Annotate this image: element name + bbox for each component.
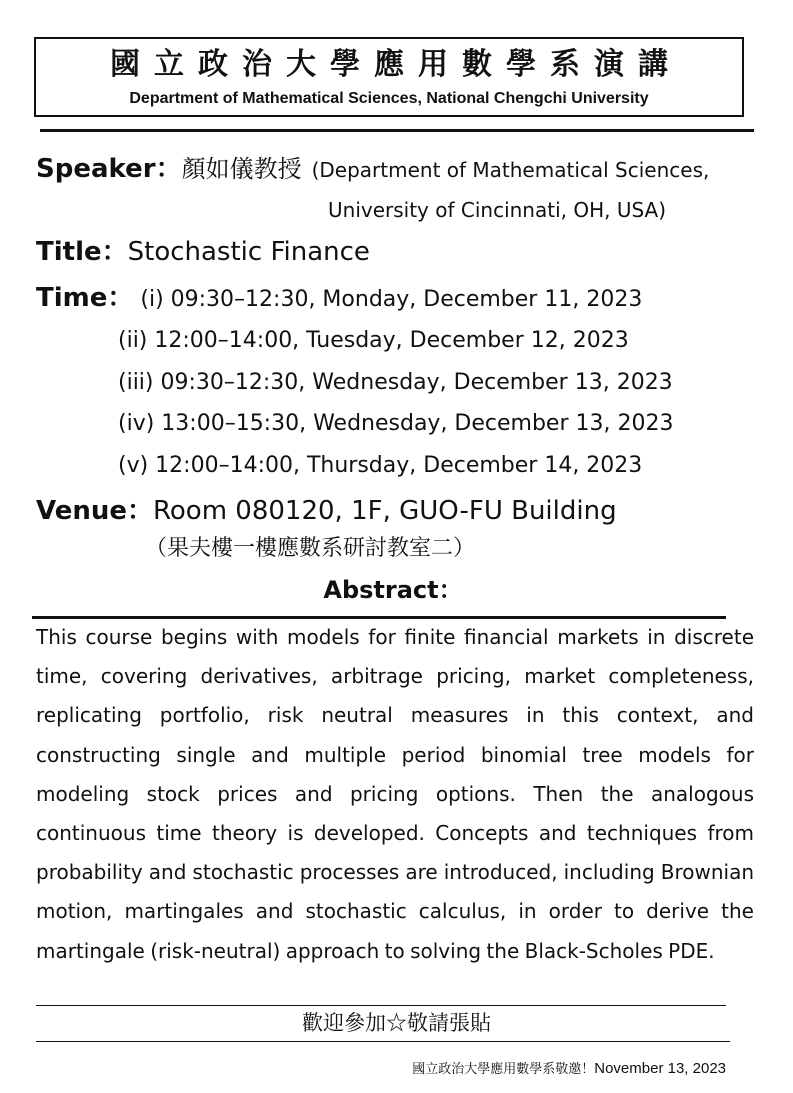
footer-divider-top bbox=[36, 1005, 726, 1006]
header-title-en: Department of Mathematical Sciences, National Chengchi University bbox=[129, 90, 649, 107]
top-divider bbox=[40, 129, 754, 132]
abstract-heading: Abstract： bbox=[323, 576, 463, 604]
speaker-label: Speaker： bbox=[36, 154, 182, 184]
welcome-text: 歡迎參加☆敬請張貼 bbox=[302, 1011, 491, 1035]
footer-invite-zh: 國立政治大學應用數學系敬邀！ bbox=[412, 1062, 595, 1077]
speaker-line bbox=[36, 152, 709, 187]
header-box bbox=[34, 37, 744, 117]
title-line bbox=[36, 235, 370, 269]
footer-divider-bottom bbox=[36, 1041, 730, 1042]
title-label: Title： bbox=[36, 237, 128, 267]
abstract-text: This course begins with models for finite financial markets in discrete time, covering derivatives, arbitrage pricing, market completeness, replicating portfolio, risk neutral measures in this context, and constructing single and multiple period binomial tree models for modeling stock prices and pricing options. Then the analogous continuous time theory is developed. Concepts and techniques from probability and stochastic processes are introduced, including Brownian motion, martingales and stochastic calculus, in order to derive the martingale (risk-neutral) approach to solving the Black-Scholes PDE. bbox=[36, 625, 754, 963]
venue-label: Venue： bbox=[36, 496, 153, 526]
venue-value-zh: （果夫樓一樓應數系研討教室二） bbox=[145, 536, 476, 561]
time-label: Time： bbox=[36, 283, 134, 313]
header-title-zh: 國立政治大學應用數學系演講 bbox=[110, 47, 682, 82]
time-session: (iii) 09:30–12:30, Wednesday, December 13, 2023 bbox=[118, 370, 673, 395]
speaker-affiliation-line1: (Department of Mathematical Sciences, bbox=[311, 158, 710, 182]
time-line bbox=[36, 282, 642, 316]
venue-line bbox=[36, 494, 617, 528]
footer-date: November 13, 2023 bbox=[594, 1060, 726, 1077]
time-session: (ii) 12:00–14:00, Tuesday, December 12, 2023 bbox=[118, 328, 629, 353]
speaker-name: 顏如儀教授 bbox=[181, 155, 302, 183]
footer-invitation bbox=[412, 1058, 726, 1080]
time-session: (v) 12:00–14:00, Thursday, December 14, 2023 bbox=[118, 453, 643, 478]
venue-value: Room 080120, 1F, GUO-FU Building bbox=[153, 496, 617, 526]
time-session: (iv) 13:00–15:30, Wednesday, December 13, 2023 bbox=[118, 411, 674, 436]
speaker-affiliation-line2: University of Cincinnati, OH, USA) bbox=[328, 198, 667, 222]
time-session: (i) 09:30–12:30, Monday, December 11, 2023 bbox=[140, 287, 643, 312]
title-value: Stochastic Finance bbox=[127, 237, 370, 267]
